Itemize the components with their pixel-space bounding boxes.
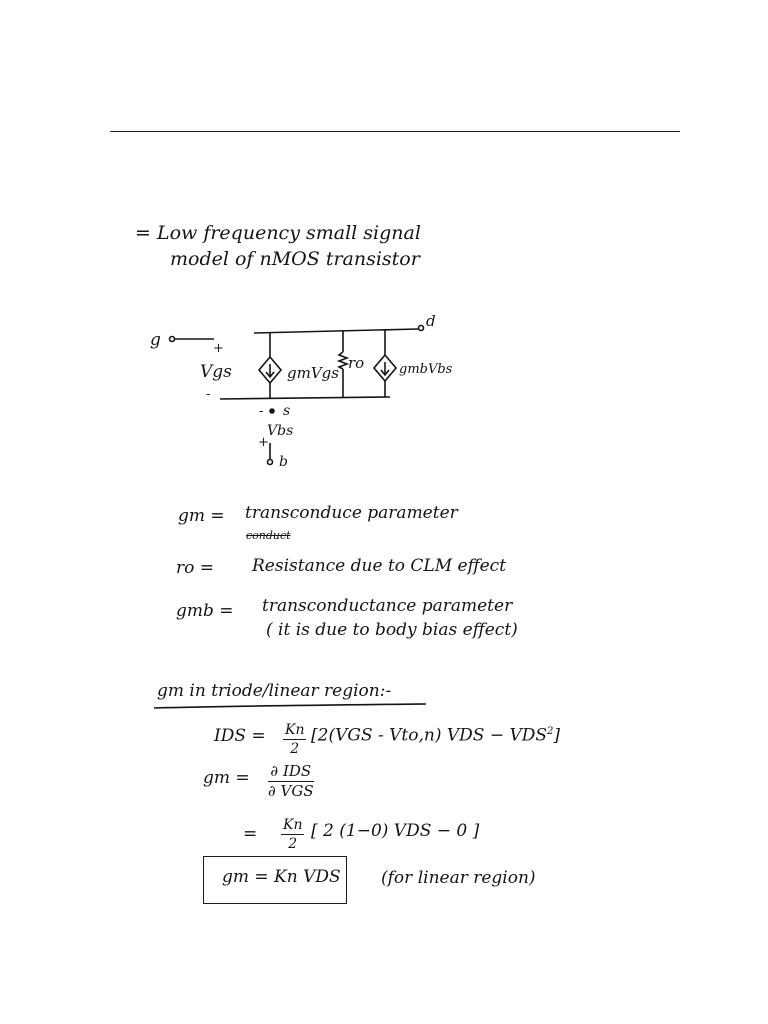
ids-close-bracket: ] [553, 725, 561, 746]
derivative-denominator: ∂ VGS [268, 782, 314, 800]
gate-terminal [170, 337, 175, 342]
drain-label: d [426, 312, 436, 330]
gm-definition: transconduce parameter [245, 503, 458, 523]
vgs-plus: + [213, 341, 224, 356]
step-kn: Kn [283, 817, 303, 833]
ids-rhs [311, 727, 560, 745]
ids-square: 2 [547, 726, 554, 737]
ro-label: ro [348, 354, 365, 372]
heading-line-2: model of nMOS transistor [170, 248, 420, 270]
gmb-definition: transconductance parameter [262, 596, 513, 616]
body-terminal [268, 460, 273, 465]
ro-definition: Resistance due to CLM effect [252, 556, 507, 576]
gm-lhs: gm = [203, 768, 250, 788]
gate-label: g [150, 330, 161, 350]
body-label: b [279, 454, 288, 470]
gmb-source-label: gmbVbs [399, 362, 453, 377]
drain-terminal [419, 326, 424, 331]
step-two: 2 [288, 836, 298, 852]
gm-derivative [268, 764, 314, 799]
gm-source-label: gmVgs [287, 364, 339, 382]
ids-expression: [2(VGS - Vto,n) VDS − VDS [311, 725, 548, 746]
linear-region-note: (for linear region) [381, 868, 536, 888]
step-equals: = [243, 824, 258, 844]
ids-kn-over-two [283, 723, 306, 756]
triode-heading: gm in triode/linear region:- [157, 681, 392, 701]
step-kn-over-two [281, 818, 304, 851]
ro-term: ro = [176, 558, 215, 578]
step-expression: [ 2 (1−0) VDS − 0 ] [311, 821, 480, 841]
derivative-numerator: ∂ IDS [268, 764, 314, 782]
ids-lhs: IDS = [214, 726, 266, 746]
vbs-plus: + [258, 435, 269, 450]
gm-term: gm = [178, 506, 225, 526]
source-minus: - [259, 404, 264, 419]
ids-kn: Kn [285, 722, 305, 738]
source-label: s [283, 403, 291, 419]
vgs-minus: - [206, 387, 211, 402]
gm-crossed-out: conduct [246, 529, 291, 542]
ids-two: 2 [290, 741, 300, 757]
gmb-note: ( it is due to body bias effect) [266, 620, 518, 640]
vgs-label: Vgs [200, 362, 232, 382]
vbs-label: Vbs [267, 423, 294, 439]
heading-line-1: = Low frequency small signal [135, 222, 421, 244]
source-node [270, 409, 274, 413]
gmb-term: gmb = [176, 601, 234, 621]
triode-heading-underline [150, 700, 430, 712]
result-equation: gm = Kn VDS [222, 867, 341, 887]
ro-resistor [339, 352, 347, 369]
